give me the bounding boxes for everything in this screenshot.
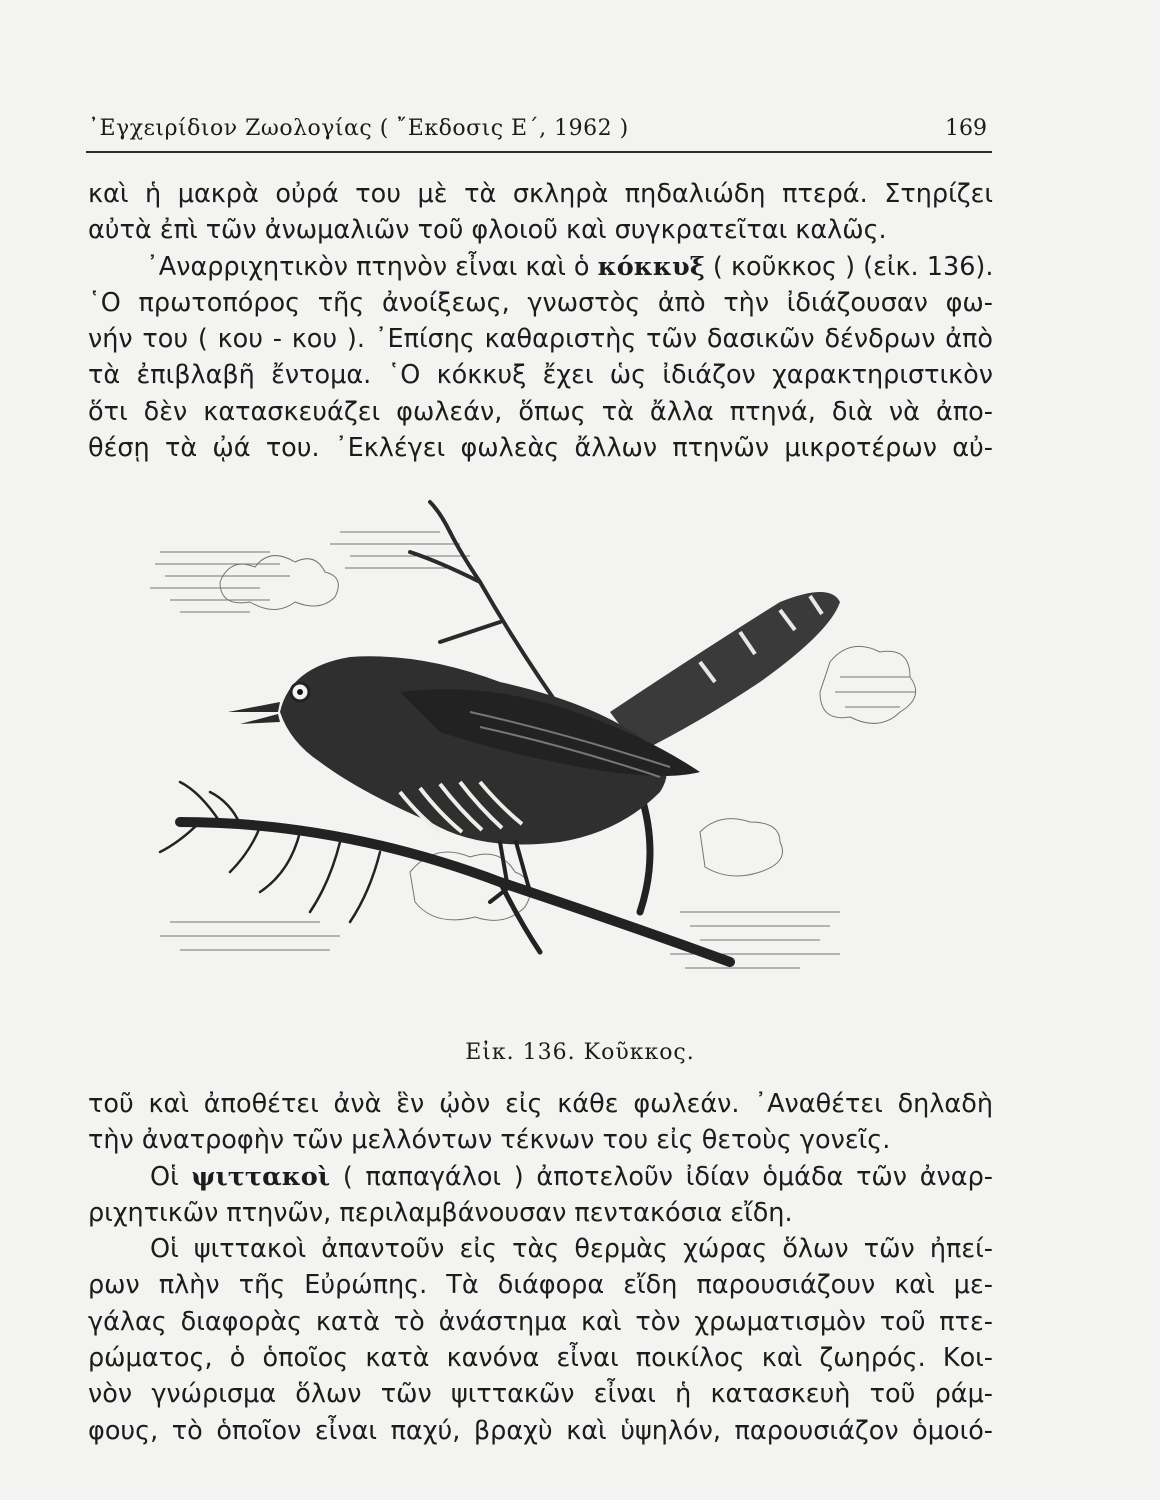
text-line: καὶ ἡ μακρὰ οὐρά του μὲ τὰ σκληρὰ πηδαλιώδη πτερά. Στηρίζει (88, 179, 993, 209)
text-line: Οἱ ψιττακοὶ ἀπαντοῦν εἰς τὰς θερμὰς χώρας ὅλων τῶν ἠπεί- (150, 1234, 993, 1265)
text-line: τοῦ καὶ ἀποθέτει ἀνὰ ἓν ᾠὸν εἰς κάθε φωλεάν. ᾿Αναθέτει δηλαδὴ (88, 1089, 993, 1119)
text-line: νήν του ( κου - κου ). ᾿Επίσης καθαριστὴς τῶν δασικῶν δένδρων ἀπὸ (88, 324, 993, 355)
header-rule (86, 151, 992, 153)
text-line: φους, τὸ ὁποῖον εἶναι παχύ, βραχὺ καὶ ὑψηλόν, παρουσιάζον ὁμοιό- (88, 1415, 993, 1446)
body-text-top (88, 176, 993, 466)
cuckoo-paragraph-start (88, 249, 993, 285)
running-header (88, 116, 993, 146)
text-line: τὴν ἀνατροφὴν τῶν μελλόντων τέκνων του εἰς θετοὺς γονεῖς. (88, 1125, 891, 1156)
text-line: θέσῃ τὰ ᾠά του. ᾿Εκλέγει φωλεὰς ἄλλων πτηνῶν μικροτέρων αὐ- (88, 433, 993, 464)
body-text-bottom (88, 1086, 993, 1449)
cuckoo-illustration (140, 492, 1010, 1032)
text-line: ρων πλὴν τῆς Εὐρώπης. Τὰ διάφορα εἴδη παρουσιάζουν καὶ με- (88, 1270, 993, 1301)
text-line: γάλας διαφορὰς κατὰ τὸ ἀνάστημα καὶ τὸν χρωματισμὸν τοῦ πτε- (88, 1306, 993, 1337)
text-run: ( παπαγάλοι ) ἀποτελοῦν ἰδίαν ὁμάδα τῶν ἀναρ- (330, 1161, 993, 1192)
text-run: ᾿Αναρριχητικὸν πτηνὸν εἶναι καὶ ὁ (146, 251, 598, 282)
cuckoo-engraving (140, 492, 1010, 1032)
running-title: ᾿Εγχειρίδιον Ζωολογίας ( ῎Εκδοσις Ε΄, 1962 ) (88, 116, 629, 141)
text-line: ὅτι δὲν κατασκευάζει φωλεάν, ὅπως τὰ ἄλλα πτηνά, διὰ νὰ ἀπο- (88, 396, 993, 427)
text-run: ( κοῦκκος ) (εἰκ. 136). (704, 251, 994, 282)
term-parrots: ψιττακοὶ (191, 1161, 331, 1192)
text-line: ῾Ο πρωτοπόρος τῆς ἀνοίξεως, γνωστὸς ἀπὸ τὴν ἰδιάζουσαν φω- (88, 287, 993, 318)
text-run: Οἱ (150, 1161, 192, 1192)
page-number: 169 (945, 116, 987, 141)
text-line: τὰ ἐπιβλαβῆ ἔντομα. ῾Ο κόκκυξ ἔχει ὡς ἰδιάζον χαρακτηριστικὸν (88, 360, 993, 391)
term-cuckoo: κόκκυξ (597, 251, 705, 282)
text-line: νὸν γνώρισμα ὅλων τῶν ψιττακῶν εἶναι ἡ κατασκευὴ τοῦ ράμ- (88, 1379, 993, 1410)
text-line: ριχητικῶν πτηνῶν, περιλαμβάνουσαν πεντακόσια εἴδη. (88, 1197, 793, 1228)
text-line: ρώματος, ὁ ὁποῖος κατὰ κανόνα εἶναι ποικίλος καὶ ζωηρός. Κοι- (88, 1343, 993, 1374)
parrot-paragraph-start (88, 1159, 993, 1195)
figure-caption: Εἰκ. 136. Κοῦκκος. (465, 1040, 695, 1065)
text-line: αὐτὰ ἐπὶ τῶν ἀνωμαλιῶν τοῦ φλοιοῦ καὶ συγκρατεῖται καλῶς. (88, 215, 887, 246)
